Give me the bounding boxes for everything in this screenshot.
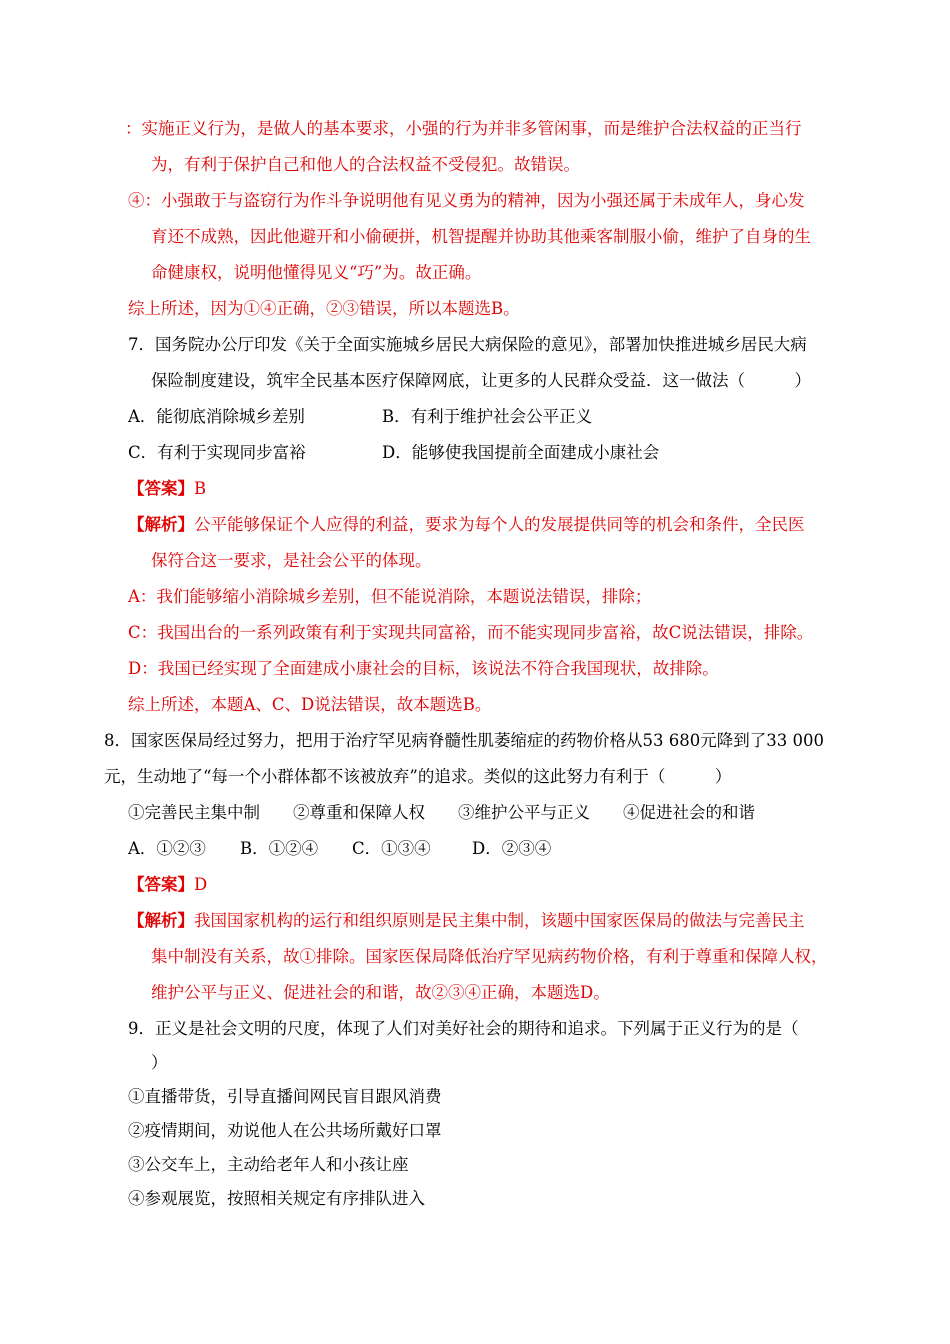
q6-analysis-line-4: 育还不成熟，因此他避开和小偷硬拼，机智提醒并协助其他乘客制服小偷，维护了自身的生 xyxy=(151,227,811,246)
q7-analysis-text-1: 公平能够保证个人应得的利益，要求为每个人的发展提供同等的机会和条件，全民医 xyxy=(194,515,805,534)
q8-analysis-line-1 xyxy=(128,909,805,933)
q7-option-a: A．能彻底消除城乡差别 xyxy=(128,407,305,426)
q6-analysis-line-1: ：实施正义行为，是做人的基本要求，小强的行为并非多管闲事，而是维护合法权益的正当行 xyxy=(125,119,802,138)
q7-analysis-option-c: C：我国出台的一系列政策有利于实现共同富裕，而不能实现同步富裕，故C说法错误，排除。 xyxy=(128,623,814,642)
q7-stem-line-1: 7．国务院办公厅印发《关于全面实施城乡居民大病保险的意见》，部署加快推进城乡居民大病 xyxy=(128,335,807,354)
q8-answer-value: D xyxy=(194,875,208,894)
q8-analysis-line-2: 集中制没有关系，故①排除。国家医保局降低治疗罕见病药物价格，有利于尊重和保障人权， xyxy=(151,947,828,966)
q7-answer-value: B xyxy=(194,479,207,498)
q7-answer xyxy=(128,477,206,501)
q7-analysis-label: 【解析】 xyxy=(128,515,194,534)
q9-item-1: ①直播带货，引导直播间网民盲目跟风消费 xyxy=(128,1087,442,1106)
q7-analysis-line-2: 保符合这一要求，是社会公平的体现。 xyxy=(151,551,432,570)
q9-stem-line-1: 9．正义是社会文明的尺度，体现了人们对美好社会的期待和追求。下列属于正义行为的是（ xyxy=(128,1019,799,1038)
q7-analysis-line-1 xyxy=(128,513,805,537)
q9-item-3: ③公交车上，主动给老年人和小孩让座 xyxy=(128,1155,409,1174)
q8-option-c: C．①③④ xyxy=(352,839,431,858)
q7-summary: 综上所述，本题A、C、D说法错误，故本题选B。 xyxy=(128,695,492,714)
q8-option-d: D．②③④ xyxy=(472,839,552,858)
q9-stem-line-2: ） xyxy=(151,1053,168,1072)
q7-analysis-option-d: D：我国已经实现了全面建成小康社会的目标，该说法不符合我国现状，故排除。 xyxy=(128,659,719,678)
q6-analysis-line-5: 命健康权，说明他懂得见义“巧”为。故正确。 xyxy=(151,263,482,282)
q8-analysis-line-3: 维护公平与正义、促进社会的和谐，故②③④正确，本题选D。 xyxy=(151,983,610,1002)
q9-item-4: ④参观展览，按照相关规定有序排队进入 xyxy=(128,1189,425,1208)
q7-analysis-option-a: A：我们能够缩小消除城乡差别，但不能说消除，本题说法错误，排除； xyxy=(128,587,652,606)
q7-option-b: B．有利于维护社会公平正义 xyxy=(382,407,593,426)
q6-analysis-line-3: ④：小强敢于与盗窃行为作斗争说明他有见义勇为的精神，因为小强还属于未成年人，身心发 xyxy=(128,191,805,210)
q8-analysis-label: 【解析】 xyxy=(128,911,194,930)
q7-stem-line-2: 保险制度建设，筑牢全民基本医疗保障网底，让更多的人民群众受益．这一做法（ ） xyxy=(151,371,811,390)
q8-stem-line-2: 元，生动地了“每一个小群体都不该被放弃”的追求。类似的这此努力有利于（ ） xyxy=(104,767,732,786)
q6-analysis-line-2: 为，有利于保护自己和他人的合法权益不受侵犯。故错误。 xyxy=(151,155,580,174)
q8-option-a: A．①②③ xyxy=(128,839,206,858)
q9-item-2: ②疫情期间，劝说他人在公共场所戴好口罩 xyxy=(128,1121,442,1140)
q6-summary: 综上所述，因为①④正确，②③错误，所以本题选B。 xyxy=(128,299,520,318)
q7-answer-label: 【答案】 xyxy=(128,479,194,498)
q8-answer-label: 【答案】 xyxy=(128,875,194,894)
q8-answer xyxy=(128,873,207,897)
q7-option-c: C．有利于实现同步富裕 xyxy=(128,443,306,462)
q8-stem-line-1: 8．国家医保局经过努力，把用于治疗罕见病脊髓性肌萎缩症的药物价格从53 680元降到了33 000 xyxy=(104,731,824,750)
q8-option-b: B．①②④ xyxy=(240,839,319,858)
q7-option-d: D．能够使我国提前全面建成小康社会 xyxy=(382,443,660,462)
q8-analysis-text-1: 我国国家机构的运行和组织原则是民主集中制，该题中国家医保局的做法与完善民主 xyxy=(194,911,805,930)
q8-items: ①完善民主集中制 ②尊重和保障人权 ③维护公平与正义 ④促进社会的和谐 xyxy=(128,803,755,822)
